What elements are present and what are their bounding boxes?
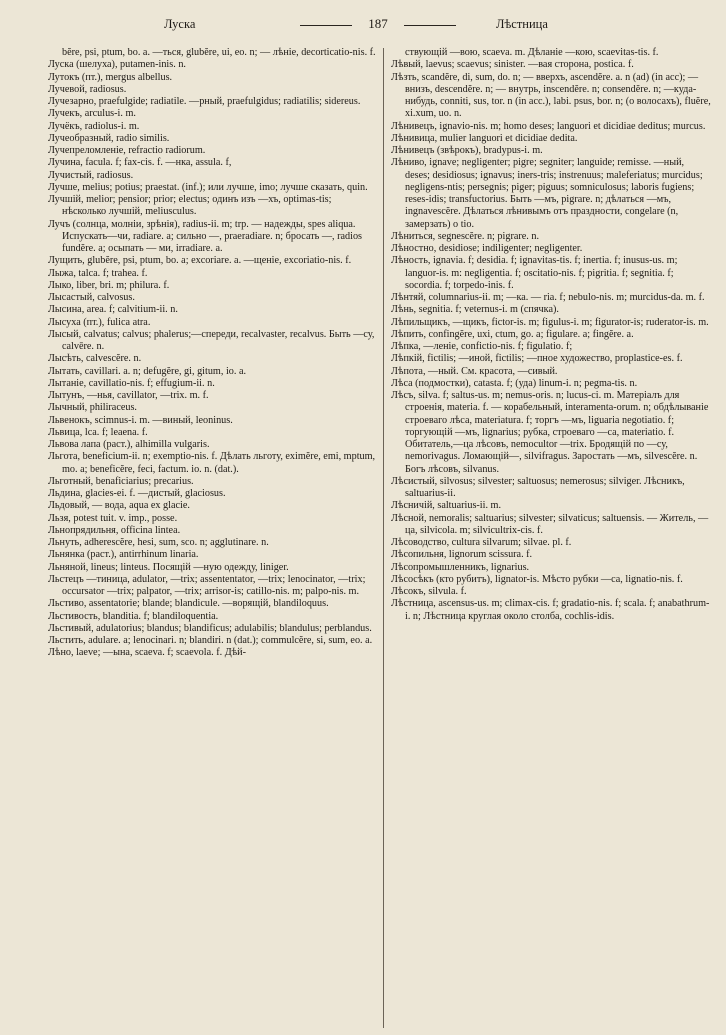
dictionary-entry: Лѣса (подмостки), catasta. f; (уда) linum-i. n; pegma-tis. n. bbox=[391, 377, 638, 389]
header-rule-left bbox=[300, 25, 352, 26]
dictionary-entry: Лѣниво, ignave; negligenter; pigre; segniter; languide; remisse. —ный, deses; desidiosus; ignavus; iners-tris; instrenuus; maleferiatus; murcidus; negligens-ntis; persegnis; piger; piguus; somniculosus; laboris fugiens; reses-idis; transfuctorius. Быть —мъ, pigrare. n; дѣлаться —мъ, ingnavescĕre. Дѣлаться лѣнивымъ отъ праздности, congelare (n, замерзать) o tio. bbox=[391, 157, 703, 230]
dictionary-entry: Льнянка (раст.), antirrhinum linaria. bbox=[48, 549, 199, 561]
dictionary-entry: Лѣнь, segnitia. f; veternus-i. m (спячка). bbox=[391, 304, 559, 316]
dictionary-entry: Лѣнивецъ (звѣрокъ), bradypus-i. m. bbox=[391, 145, 543, 156]
dictionary-entry: Львенокъ, scimnus-i. m. —виный, leoninus. bbox=[48, 414, 233, 426]
dictionary-entry: Лѣность, ignavia. f; desidia. f; ignavitas-tis. f; inertia. f; inusus-us. m; languor-is. m: negligentia. f; oscitatio-nis. f; pigritia. f; segnitia. f; socordia. f; torpedo-inis. f. bbox=[391, 255, 678, 291]
dictionary-entry: Лѣсопильня, lignorum scissura. f. bbox=[391, 549, 533, 561]
dictionary-entry: bĕre, psi, ptum, bo. a. —ться, glubĕre, ui, eo. n; — лѣніе, decorticatio-nis. f. bbox=[62, 47, 376, 58]
dictionary-entry: Льстиво, assentatorie; blande; blandicule. —ворящій, blandiloquus. bbox=[48, 598, 329, 610]
dictionary-entry: Лучепреломленіе, refractio radiorum. bbox=[48, 145, 206, 156]
dictionary-entry: Лучше, melius; potius; praestat. (inf.); или лучше, imo; лучше сказать, quin. bbox=[48, 181, 368, 193]
dictionary-entry: Лутокъ (пт.), mergus albellus. bbox=[48, 71, 173, 83]
right-column bbox=[391, 47, 711, 623]
dictionary-entry: Лѣсистый, silvosus; silvester; saltuosus; nemerosus; silviger. Лѣсникъ, saltuarius-ii. bbox=[391, 475, 685, 499]
dictionary-entry: Льдовый, — вода, aqua ex glacie. bbox=[48, 500, 190, 512]
dictionary-entry: Львица, lca. f; leaena. f. bbox=[48, 426, 148, 438]
dictionary-entry: Лѣпильщикъ, —щикъ, fictor-is. m; figulus-i. m; figurator-is; ruderator-is. m. bbox=[391, 316, 709, 328]
dictionary-entry: Луска (шелуха), putamen-inis. n. bbox=[48, 59, 186, 71]
dictionary-entry: Лысый, calvatus; calvus; phalerus;—спереди, recalvaster, recalvus. Быть —су, calvēre. n. bbox=[48, 328, 375, 352]
dictionary-entry: Лѣсничій, saltuarius-ii. m. bbox=[391, 500, 502, 512]
dictionary-entry: Лытать, cavillari. a. n; defugĕre, gi, gitum, io. a. bbox=[48, 365, 247, 377]
page-header bbox=[38, 14, 688, 36]
dictionary-entry: Лѣностно, desidiose; indiligenter; negligenter. bbox=[391, 243, 583, 254]
dictionary-entry: Лыжа, talca. f; trahea. f. bbox=[48, 267, 148, 279]
dictionary-entry: Лысѣть, calvescĕre. n. bbox=[48, 353, 142, 365]
dictionary-entry: Лысастый, calvosus. bbox=[48, 292, 135, 303]
dictionary-entry: Лучъ (солнца, молніи, зрѣнія), radius-ii. m; trp. — надежды, spes aliqua. Испускать—чи, radiare. a; сильно —, praeradiare. n; бросать —, radios fundĕre. a; осыпать — ми, irradiare. a. bbox=[48, 218, 363, 254]
dictionary-entry: Льнуть, adherescĕre, hesi, sum, sco. n; agglutinare. n. bbox=[48, 537, 269, 548]
dictionary-entry: Лѣпота, —ный. См. красота, —сивый. bbox=[391, 365, 558, 377]
dictionary-entry: Лучезарно, praefulgide; radiatile. —рный, praefulgidus; radiatilis; sidereus. bbox=[48, 96, 361, 107]
dictionary-entry: Льгота, beneficium-ii. n; exemptio-nis. f. Дѣлать льготу, eximĕre, emi, mptum, mo. a; beneficĕre, feci, factum. io. n. (dat.). bbox=[48, 451, 376, 475]
dictionary-entry: Лѣно, laeve; —ына, scaeva. f; scaevola. f. Дѣй- bbox=[48, 647, 247, 659]
dictionary-entry: Лѣсосѣкъ (кто рубитъ), lignator-is. Мѣсто рубки —са, lignatio-nis. f. bbox=[391, 573, 683, 585]
left-column bbox=[48, 47, 378, 660]
dictionary-entry: Льстецъ —тиница, adulator, —trix; assententator, —trix; lenocinator, —trix; occursator —trix; palpator, —trix; arrisor-is; catillo-nis. m; palpo-nis. m. bbox=[48, 573, 366, 597]
dictionary-entry: Льзя, potest tuit. v. imp., posse. bbox=[48, 512, 178, 524]
dictionary-entry: Лѣпкій, fictilis; —иной, fictilis; —пное художество, proplastice-es. f. bbox=[391, 353, 683, 365]
dictionary-entry: Лѣпить, confingĕre, uxi, ctum, go. a; figulare. a; fingĕre. a. bbox=[391, 328, 634, 340]
dictionary-entry: Лущить, glubĕre, psi, ptum, bo. a; excoriare. a. —щеніе, excoriatio-nis. f. bbox=[48, 255, 352, 267]
dictionary-entry: Лѣнтяй, columnarius-ii. m; —ка. — ria. f; nebulo-nis. m; murcidus-da. m. f. bbox=[391, 292, 705, 303]
dictionary-entry: Лѣпка, —леніе, confictio-nis. f; figulatio. f; bbox=[391, 341, 573, 352]
dictionary-entry: Лучеобразный, radio similis. bbox=[48, 132, 170, 144]
dictionary-entry: Лучистый, radiosus. bbox=[48, 169, 134, 181]
dictionary-entry: Лысуха (пт.), fulica atra. bbox=[48, 316, 151, 328]
dictionary-entry: Лѣсной, nemoralis; saltuarius; silvester; silvaticus; saltuensis. — Житель, —ца, silvicola. m; silvicultrix-cis. f. bbox=[391, 512, 709, 536]
dictionary-entry: Лѣсокъ, silvula. f. bbox=[391, 586, 467, 597]
dictionary-entry: Лучекъ, arculus-i. m. bbox=[48, 108, 136, 120]
dictionary-entry: Лыко, liber, bri. m; philura. f. bbox=[48, 279, 170, 291]
dictionary-entry: ствующій —вою, scaeva. m. Дѣланіе —кою, scaevitas-tis. f. bbox=[405, 47, 659, 58]
dictionary-entry: Лѣнивецъ, ignavio-nis. m; homo deses; languori et dicidiae deditus; murcus. bbox=[391, 120, 706, 132]
page-number: 187 bbox=[368, 16, 388, 31]
dictionary-entry: Льняной, lineus; linteus. Посящій —ную одежду, liniger. bbox=[48, 561, 289, 573]
dictionary-entry: Лѣстница, ascensus-us. m; climax-cis. f; gradatio-nis. f; scala. f; anabathrum-i. n; Лѣстница круглая около столба, cochlis-idis. bbox=[391, 598, 710, 622]
dictionary-entry: Лѣниться, segnescĕre. n; pigrare. n. bbox=[391, 230, 540, 242]
dictionary-entry: Лучшій, melior; pensior; prior; electus; одинъ изъ —хъ, optimas-tis; нѣсколько лучшій, meliusculus. bbox=[48, 194, 332, 218]
header-rule-right bbox=[404, 25, 456, 26]
header-left-word: Луска bbox=[164, 17, 196, 31]
dictionary-entry: Льстить, adulare. a; lenocinari. n; blandiri. n (dat.); commulcĕre, si, sum, eo. a. bbox=[48, 635, 373, 646]
dictionary-entry: Льстивый, adulatorius; blandus; blandificus; adulabilis; blandulus; perblandus. bbox=[48, 622, 372, 634]
dictionary-entry: Лытунъ, —нья, cavillator, —trix. m. f. bbox=[48, 390, 209, 401]
dictionary-entry: Лѣсъ, silva. f; saltus-us. m; nemus-oris. n; lucus-ci. m. Матеріалъ для строенія, materia. f. — корабельный, interamenta-orum. n; обдѣлываніе строеваго лѣса, materiatura. f; торгъ —мъ, liguaria negotiatio. f; торгующій —мъ, lignarius; рубка, строеваго —са, materiatio. f. Обитатель,—ца лѣсовъ, nemocultor —trix. Бродящій по —су, nemorivagus. Ломающій—, silvifragus. Заростать —мъ, silvescĕre. n. Богъ лѣсовъ, silvanus. bbox=[391, 390, 709, 475]
dictionary-entry: Льстивость, blanditia. f; blandiloquentia. bbox=[48, 610, 219, 622]
dictionary-entry: Лучевой, radiosus. bbox=[48, 83, 127, 95]
dictionary-entry: Лѣзть, scandĕre, di, sum, do. n; — вверхъ, ascendĕre. a. n (ad) (in acc); — внизъ, descendĕre. n; — внутрь, inscendĕre. n; consendĕre. n; —куда-нибудь, conniti, sus, tor. n (in acc.), labi. psus, bor. n; (о волосахъ), fluĕre, xi.xum, uo. n. bbox=[391, 71, 711, 120]
dictionary-entry: Лѣсоводство, cultura silvarum; silvae. pl. f. bbox=[391, 537, 572, 548]
dictionary-entry: Лѣсопромышленникъ, lignarius. bbox=[391, 561, 530, 573]
column-divider bbox=[383, 48, 384, 1028]
header-right-word: Лѣстница bbox=[496, 17, 548, 31]
dictionary-entry: Лытаніе, cavillatio-nis. f; effugium-ii. n. bbox=[48, 377, 215, 389]
dictionary-entry: Лѣвый, laevus; scaevus; sinister. —вая сторона, postica. f. bbox=[391, 59, 634, 71]
dictionary-entry: Льнопрядильня, officina lintea. bbox=[48, 524, 181, 536]
dictionary-entry: Льготный, benaficiarius; precarius. bbox=[48, 475, 194, 487]
dictionary-entry: Льдина, glacies-ei. f. —дистый, glaciosus. bbox=[48, 488, 226, 499]
dictionary-entry: Львова лапа (раст.), alhimilla vulgaris. bbox=[48, 439, 210, 450]
dictionary-entry: Лѣнивица, mulier languori et dicidiae dedita. bbox=[391, 132, 578, 144]
dictionary-entry: Лучина, facula. f; fax-cis. f. —нка, assula. f, bbox=[48, 157, 232, 169]
dictionary-entry: Лучёкъ, radiolus-i. m. bbox=[48, 120, 140, 132]
dictionary-entry: Лысина, area. f; calvitium-ii. n. bbox=[48, 304, 178, 316]
dictionary-entry: Лычный, philiraceus. bbox=[48, 402, 137, 414]
